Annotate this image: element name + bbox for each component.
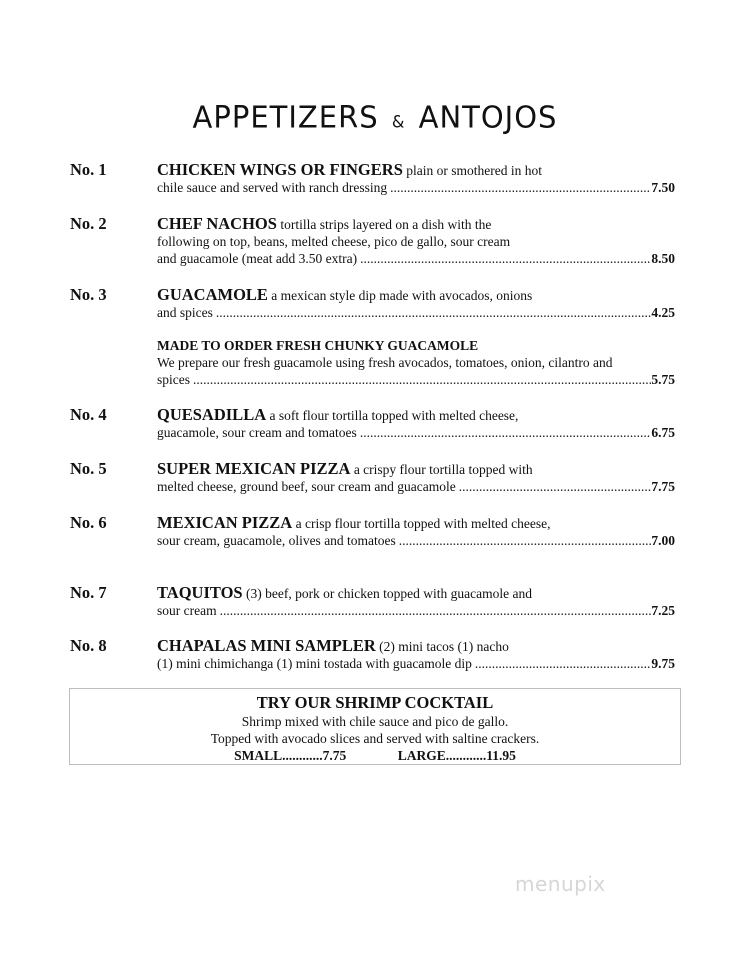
- item-description-line: following on top, beans, melted cheese, pico de gallo, sour cream: [157, 234, 511, 249]
- item-name: TAQUITOS: [157, 584, 243, 602]
- dot-leader: [459, 478, 652, 495]
- item-price: 6.75: [651, 425, 675, 440]
- item-description-line: and guacamole (meat add 3.50 extra): [157, 251, 358, 266]
- item-description: (3) beef, pork or chicken topped with guacamole and: [245, 586, 532, 601]
- item-description-line: sour cream: [157, 603, 217, 618]
- menu-item-1: [70, 161, 675, 196]
- menu-item-6: [70, 514, 675, 549]
- fresh-guacamole-price: 5.75: [651, 372, 675, 387]
- fresh-guacamole-section: [70, 337, 675, 388]
- shrimp-cocktail-description-2: Topped with avocado slices and served with saltine crackers.: [210, 731, 540, 746]
- item-number: No. 4: [70, 405, 107, 424]
- fresh-guacamole-heading: MADE TO ORDER FRESH CHUNKY GUACAMOLE: [157, 338, 479, 353]
- menupix-watermark: menupix: [515, 872, 606, 896]
- item-number: No. 1: [70, 160, 107, 179]
- shrimp-cocktail-title: TRY OUR SHRIMP COCKTAIL: [256, 693, 494, 712]
- dot-leader: [360, 424, 652, 441]
- item-description: a crispy flour tortilla topped with: [353, 462, 533, 477]
- item-number: No. 7: [70, 583, 107, 602]
- item-number: No. 5: [70, 459, 107, 478]
- item-description: (2) mini tacos (1) nacho: [379, 639, 509, 654]
- item-description-line: melted cheese, ground beef, sour cream and guacamole: [157, 479, 456, 494]
- dot-leader: [220, 602, 652, 619]
- item-number: No. 3: [70, 285, 107, 304]
- item-number: No. 6: [70, 513, 107, 532]
- item-price: 7.75: [651, 479, 675, 494]
- dot-leader: [360, 250, 651, 267]
- item-price: 8.50: [651, 251, 675, 266]
- dot-leader: [193, 371, 651, 388]
- item-number: No. 8: [70, 636, 107, 655]
- item-price: 7.25: [651, 603, 675, 618]
- item-name: CHICKEN WINGS OR FINGERS: [157, 161, 403, 179]
- item-number: No. 2: [70, 214, 107, 233]
- item-name: SUPER MEXICAN PIZZA: [157, 460, 351, 478]
- menu-title: [0, 99, 750, 135]
- item-description-line: sour cream, guacamole, olives and tomatoes: [157, 533, 396, 548]
- item-name: QUESADILLA: [157, 406, 267, 424]
- item-description-line: guacamole, sour cream and tomatoes: [157, 425, 357, 440]
- menu-item-7: [70, 584, 675, 619]
- shrimp-small-price: SMALL............7.75: [234, 748, 347, 763]
- item-description: a mexican style dip made with avocados, onions: [271, 288, 533, 303]
- item-description-line: chile sauce and served with ranch dressing: [157, 180, 388, 195]
- shrimp-cocktail-description: Shrimp mixed with chile sauce and pico de gallo.: [241, 714, 509, 729]
- dot-leader: [399, 532, 652, 549]
- shrimp-cocktail-box: [69, 688, 681, 765]
- item-price: 9.75: [651, 656, 675, 671]
- item-name: MEXICAN PIZZA: [157, 514, 293, 532]
- item-description: plain or smothered in hot: [406, 163, 542, 178]
- menu-item-4: [70, 406, 675, 441]
- title-antojos: ANTOJOS: [418, 99, 558, 135]
- fresh-guacamole-description-end: spices: [157, 372, 190, 387]
- item-name: CHAPALAS MINI SAMPLER: [157, 637, 376, 655]
- menu-item-5: [70, 460, 675, 495]
- dot-leader: [390, 179, 651, 196]
- shrimp-large-price: LARGE............11.95: [397, 748, 516, 763]
- item-name: CHEF NACHOS: [157, 215, 277, 233]
- item-price: 7.00: [651, 533, 675, 548]
- dot-leader: [475, 655, 651, 672]
- item-price: 4.25: [651, 305, 675, 320]
- item-description-line: (1) mini chimichanga (1) mini tostada with guacamole dip: [157, 656, 472, 671]
- menu-item-8: [70, 637, 675, 672]
- item-description: tortilla strips layered on a dish with the: [280, 217, 492, 232]
- title-appetizers: APPETIZERS: [192, 99, 379, 135]
- dot-leader: [216, 304, 652, 321]
- title-ampersand: &: [391, 111, 406, 132]
- menu-item-3: [70, 286, 675, 321]
- fresh-guacamole-description: We prepare our fresh guacamole using fresh avocados, tomatoes, onion, cilantro and: [157, 355, 613, 370]
- item-description: a crisp flour tortilla topped with melted cheese,: [295, 516, 551, 531]
- item-description: a soft flour tortilla topped with melted cheese,: [269, 408, 519, 423]
- item-description-line: and spices: [157, 305, 213, 320]
- menu-item-2: [70, 215, 675, 267]
- item-name: GUACAMOLE: [157, 286, 268, 304]
- item-price: 7.50: [651, 180, 675, 195]
